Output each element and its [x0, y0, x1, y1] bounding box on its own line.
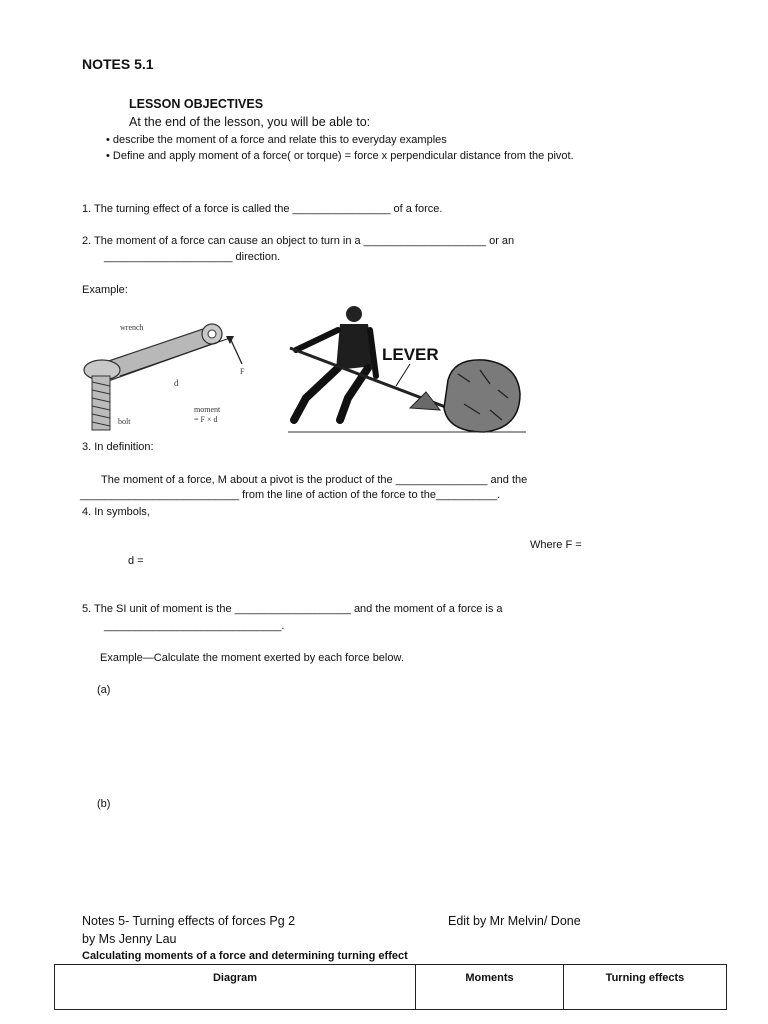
wrench-ring-hole: [208, 330, 216, 338]
example-label: Example:: [82, 284, 128, 296]
moments-table: [54, 964, 727, 1010]
objective-bullet-1: • describe the moment of a force and relate this to everyday examples: [106, 134, 447, 146]
force-label: F: [240, 367, 245, 376]
question-5-line-1: 5. The SI unit of moment is the ___________________ and the moment of a force is a: [82, 603, 503, 615]
definition-line-2: __________________________ from the line of action of the force to the__________.: [80, 489, 501, 501]
worker-head: [346, 306, 362, 322]
part-a-label: (a): [97, 684, 111, 696]
lever-illustration: [284, 300, 530, 438]
wrench-label: wrench: [120, 323, 144, 332]
objective-bullet-2: • Define and apply moment of a force( or torque) = force x perpendicular distance from the pivot.: [106, 150, 574, 162]
column-header-moments: Moments: [416, 965, 564, 1010]
lever-label: LEVER: [382, 345, 439, 364]
boulder: [444, 360, 520, 432]
column-header-diagram: Diagram: [55, 965, 416, 1010]
moment-label: moment: [194, 405, 221, 414]
page-title: NOTES 5.1: [82, 56, 154, 72]
question-1: 1. The turning effect of a force is called the ________________ of a force.: [82, 203, 443, 215]
objectives-heading: LESSON OBJECTIVES: [129, 97, 264, 111]
force-arrow: [230, 338, 242, 364]
objective-text: describe the moment of a force and relate this to everyday examples: [112, 134, 447, 146]
bolt-label: bolt: [118, 417, 131, 426]
part-b-label: (b): [97, 798, 111, 810]
example-2-instruction: Example—Calculate the moment exerted by each force below.: [100, 652, 404, 664]
question-2-line-1: 2. The moment of a force can cause an object to turn in a ____________________ or an: [82, 235, 515, 247]
question-3: 3. In definition:: [82, 441, 154, 453]
where-f-label: Where F =: [530, 539, 582, 551]
d-equals-label: d =: [128, 555, 144, 567]
distance-label: d: [174, 378, 179, 388]
objectives-intro: At the end of the lesson, you will be able to:: [129, 115, 371, 129]
lever-label-pointer: [396, 364, 410, 386]
definition-line-1: The moment of a force, M about a pivot is the product of the _______________ and the: [101, 474, 528, 486]
table-header-row: [55, 965, 727, 1010]
question-4: 4. In symbols,: [82, 506, 150, 518]
question-5-line-2: _____________________________.: [104, 620, 285, 632]
moment-formula: = F × d: [194, 415, 218, 424]
table-title: Calculating moments of a force and determining turning effect: [82, 950, 408, 962]
footer-author: by Ms Jenny Lau: [82, 932, 177, 946]
wrench-diagram: [80, 316, 260, 434]
worker-legs: [294, 368, 368, 420]
question-2-line-2: _____________________ direction.: [104, 251, 281, 263]
footer-left: Notes 5- Turning effects of forces Pg 2: [82, 914, 296, 928]
objective-text: Define and apply moment of a force( or torque) = force x perpendicular distance from the pivot.: [112, 150, 574, 162]
footer-right: Edit by Mr Melvin/ Done: [448, 914, 581, 928]
column-header-turning-effects: Turning effects: [564, 965, 727, 1010]
